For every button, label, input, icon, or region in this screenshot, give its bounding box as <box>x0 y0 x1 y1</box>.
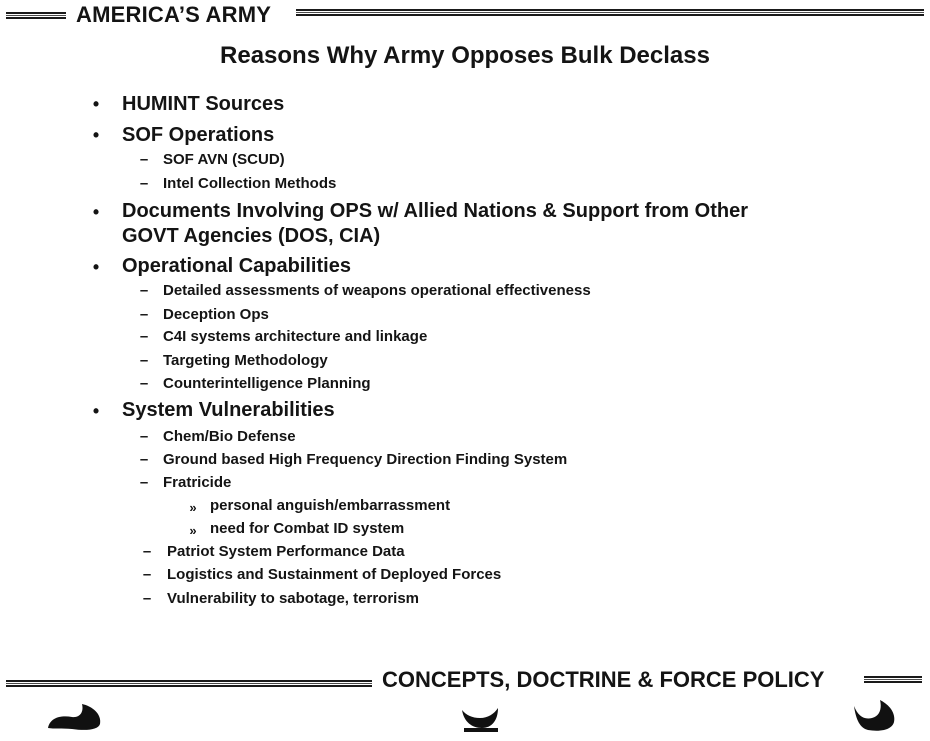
outline-subitem: Counterintelligence Planning <box>163 375 371 392</box>
outline-item-system-vulnerabilities: System Vulnerabilities <box>122 399 335 421</box>
bullet-marker: • <box>92 401 100 421</box>
outline-subitem: Detailed assessments of weapons operational effectiveness <box>163 282 591 299</box>
header-rule-left <box>6 12 66 19</box>
outline-subitem: Vulnerability to sabotage, terrorism <box>167 590 420 607</box>
header-rule-right <box>296 9 924 16</box>
footer-rule-left <box>6 680 372 687</box>
bullet-marker: • <box>92 202 100 222</box>
dash-marker: – <box>139 352 149 369</box>
outline-item-humint: HUMINT Sources <box>122 93 285 115</box>
dash-marker: – <box>139 328 149 345</box>
dash-marker: – <box>139 428 149 445</box>
outline-subitem: Chem/Bio Defense <box>163 428 296 445</box>
bullet-marker: • <box>92 257 100 277</box>
outline-subitem: Fratricide <box>163 474 232 491</box>
logo-mark-center <box>458 700 504 734</box>
dash-marker: – <box>139 282 149 299</box>
dash-marker: – <box>142 590 152 607</box>
bullet-marker: • <box>92 94 100 114</box>
logo-mark-right <box>850 694 902 734</box>
sub-marker: » <box>189 500 197 515</box>
outline-subsubitem: personal anguish/embarrassment <box>210 497 451 514</box>
outline-subitem: SOF AVN (SCUD) <box>163 151 285 168</box>
dash-marker: – <box>139 175 149 192</box>
outline-subitem: Logistics and Sustainment of Deployed Forces <box>167 566 502 583</box>
outline-subsubitem: need for Combat ID system <box>210 520 405 537</box>
outline-item-sof-operations: SOF Operations <box>122 124 275 146</box>
outline-subitem: Deception Ops <box>163 306 269 323</box>
outline-subitem: Targeting Methodology <box>163 352 328 369</box>
dash-marker: – <box>139 474 149 491</box>
outline-item-documents: Documents Involving OPS w/ Allied Nations & Support from Other <box>122 200 748 222</box>
outline-subitem: Intel Collection Methods <box>163 175 337 192</box>
dash-marker: – <box>139 306 149 323</box>
header-title: AMERICA’S ARMY <box>76 2 272 27</box>
outline-item-documents-cont: GOVT Agencies (DOS, CIA) <box>122 225 381 247</box>
dash-marker: – <box>142 543 152 560</box>
dash-marker: – <box>139 451 149 468</box>
slide-title: Reasons Why Army Opposes Bulk Declass <box>220 42 710 69</box>
outline-item-operational-capabilities: Operational Capabilities <box>122 255 351 277</box>
outline-subitem: Patriot System Performance Data <box>167 543 405 560</box>
outline-subitem: C4I systems architecture and linkage <box>163 328 428 345</box>
dash-marker: – <box>139 151 149 168</box>
footer-title: CONCEPTS, DOCTRINE & FORCE POLICY <box>382 667 825 692</box>
logo-mark-left <box>46 698 108 732</box>
dash-marker: – <box>139 375 149 392</box>
footer-rule-right <box>864 676 922 683</box>
dash-marker: – <box>142 566 152 583</box>
sub-marker: » <box>189 523 197 538</box>
outline-subitem: Ground based High Frequency Direction Finding System <box>163 451 568 468</box>
bullet-marker: • <box>92 125 100 145</box>
